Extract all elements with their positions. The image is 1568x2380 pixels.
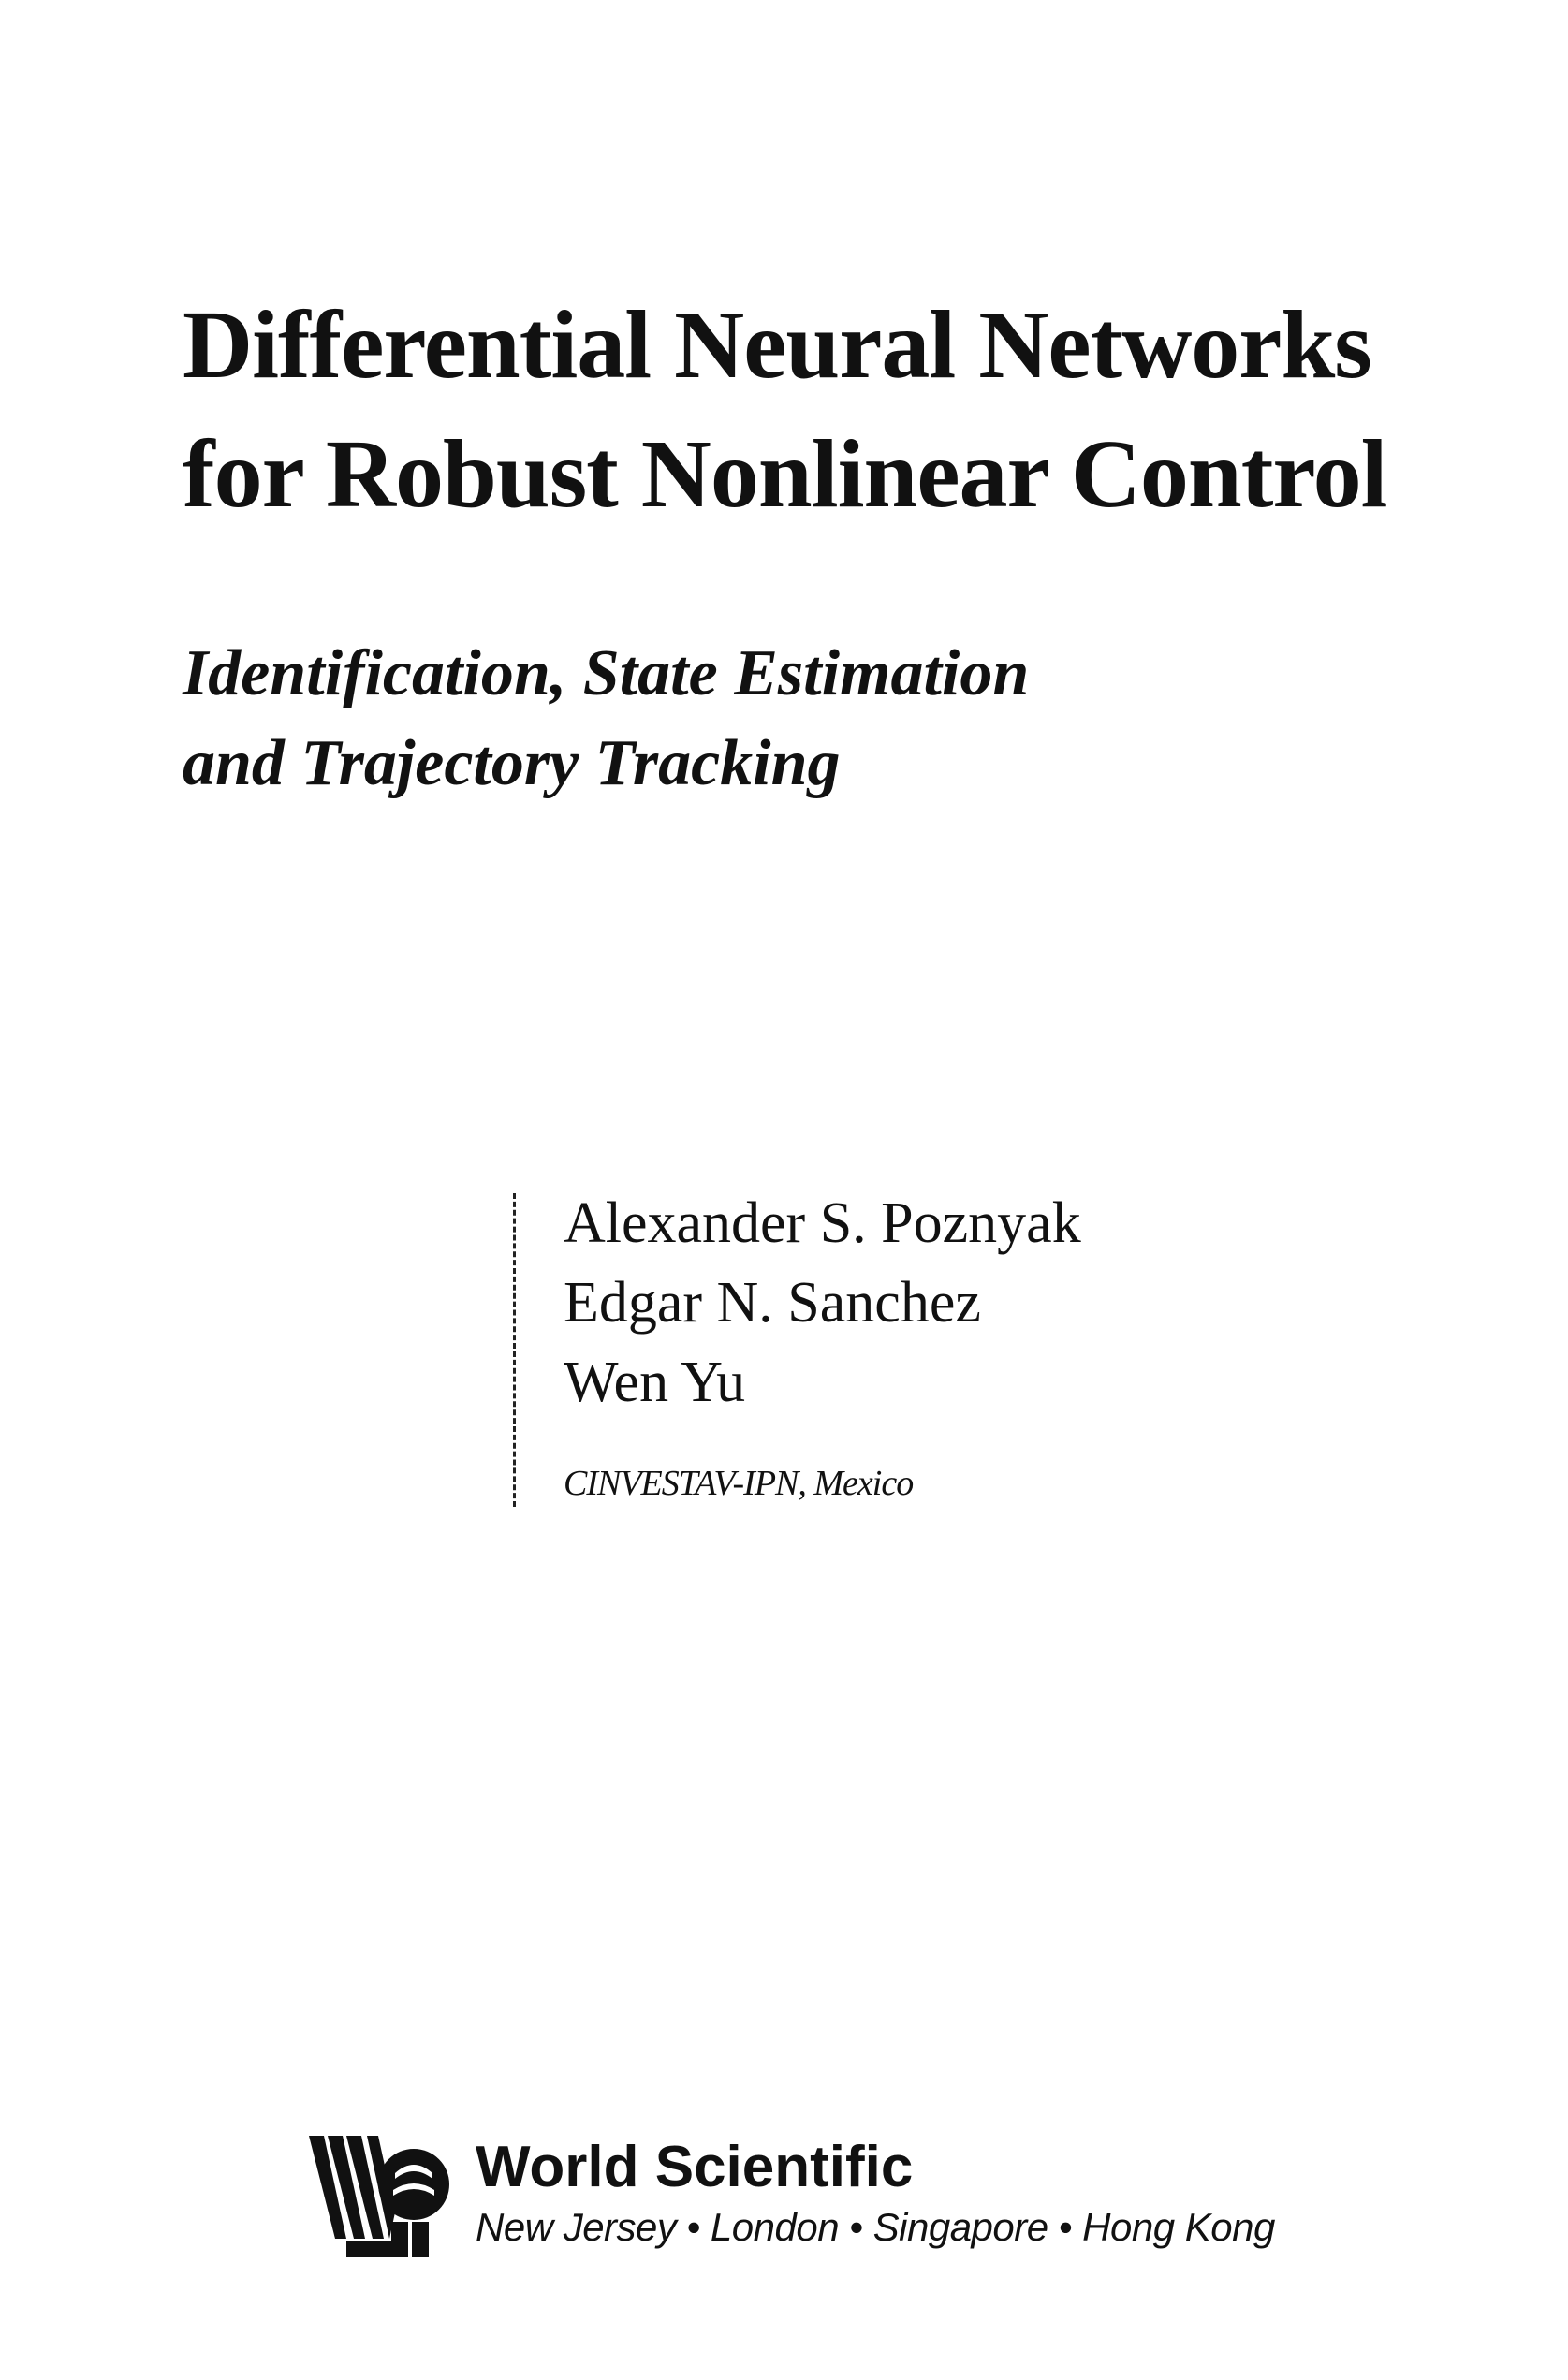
world-scientific-logo-icon xyxy=(309,2136,463,2257)
dashed-divider xyxy=(513,1193,516,1507)
book-title xyxy=(183,281,1493,539)
title-line-1: Differential Neural Networks xyxy=(183,291,1371,399)
publisher-section xyxy=(309,2134,1432,2265)
author-name: Alexander S. Poznyak xyxy=(564,1191,1081,1255)
affiliation: CINVESTAV-IPN, Mexico xyxy=(564,1464,914,1503)
book-subtitle xyxy=(183,629,1493,809)
publisher-cities: New Jersey • London • Singapore • Hong Kong xyxy=(476,2205,1275,2249)
publisher-text xyxy=(476,2134,1275,2254)
authors-section xyxy=(513,1184,1356,1521)
subtitle-line-2: and Trajectory Tracking xyxy=(183,727,841,799)
publisher-name: World Scientific xyxy=(476,2135,914,2199)
author-name: Edgar N. Sanchez xyxy=(564,1271,981,1335)
author-list xyxy=(564,1184,1081,1507)
title-line-2: for Robust Nonlinear Control xyxy=(183,420,1387,528)
subtitle-line-1: Identification, State Estimation xyxy=(183,637,1030,709)
author-name: Wen Yu xyxy=(564,1351,746,1414)
